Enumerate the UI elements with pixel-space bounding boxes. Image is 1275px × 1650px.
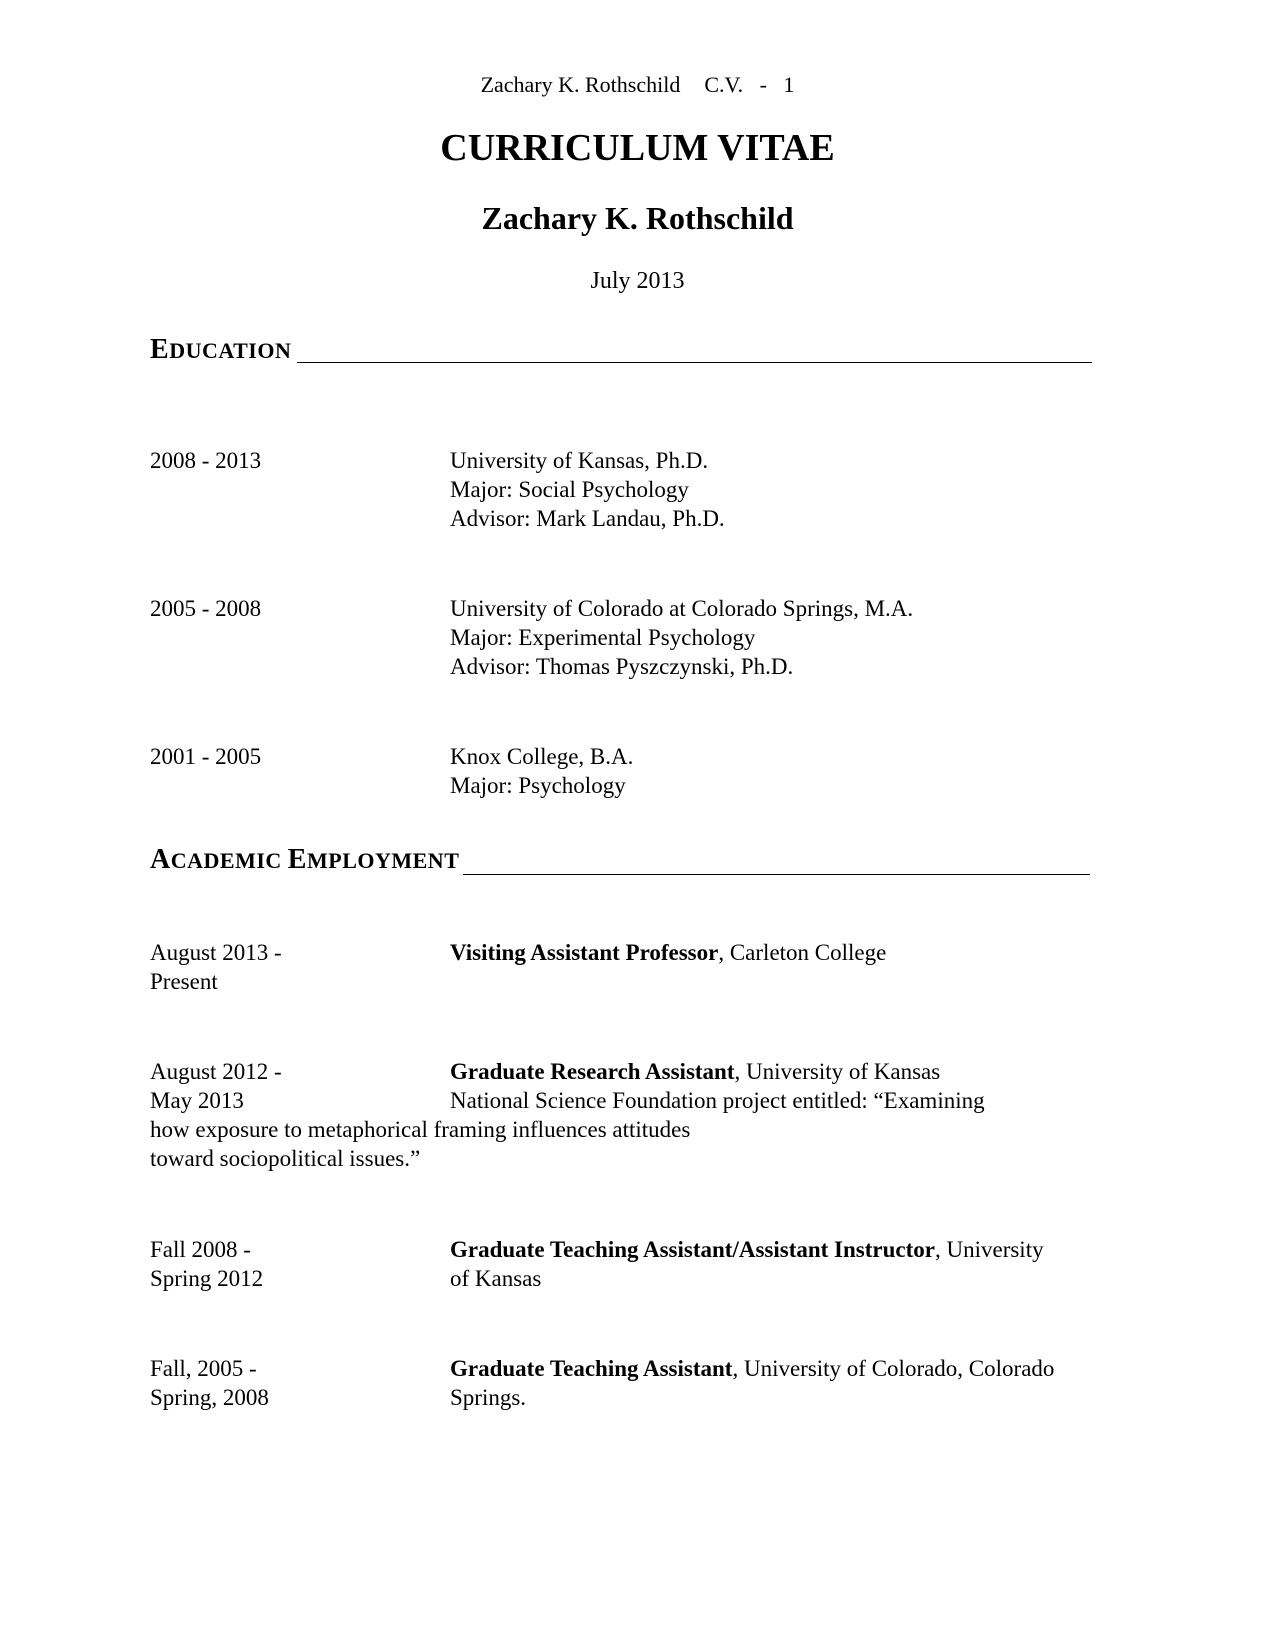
employment-entry (450, 1354, 1054, 1412)
employment-date-end: Spring, 2008 (150, 1385, 269, 1410)
education-entry (450, 742, 633, 800)
employment-entry (450, 1057, 985, 1115)
employment-date-end: Present (150, 969, 218, 994)
heading-rest: MPLOYMENT (306, 848, 460, 873)
employment-date-end: May 2013 (150, 1088, 244, 1113)
employment-place: , University (934, 1237, 1044, 1262)
employment-date-start: Fall, 2005 - (150, 1356, 257, 1381)
employment-role: Visiting Assistant Professor (450, 940, 719, 965)
employment-detail: how exposure to metaphorical framing influences attitudes (150, 1117, 691, 1142)
running-header (0, 72, 1275, 98)
employment-place: , University of Kansas (734, 1059, 941, 1084)
heading-initial: E (287, 844, 307, 875)
employment-detail: National Science Foundation project entitled: “Examining (450, 1088, 985, 1113)
education-line: Major: Psychology (450, 773, 626, 798)
employment-date-start: August 2012 - (150, 1059, 282, 1084)
employment-date-end: Spring 2012 (150, 1266, 264, 1291)
section-heading-employment (150, 844, 459, 876)
section-heading-education (150, 334, 291, 366)
employment-role: Graduate Research Assistant (450, 1059, 735, 1084)
employment-role: Graduate Teaching Assistant/Assistant Instructor (450, 1237, 935, 1262)
education-entry (450, 594, 913, 681)
document-date: July 2013 (590, 268, 685, 294)
heading-rest: CADEMIC (170, 848, 282, 873)
employment-detail: toward sociopolitical issues.” (150, 1146, 421, 1171)
education-years: 2008 - 2013 (150, 448, 262, 473)
heading-initial: E (150, 334, 170, 365)
education-entry (450, 446, 725, 533)
header-separator: - (759, 72, 767, 97)
education-line: University of Kansas, Ph.D. (450, 448, 709, 473)
employment-dates (150, 1057, 282, 1115)
employment-role: Graduate Teaching Assistant (450, 1356, 733, 1381)
heading-initial: A (150, 844, 171, 875)
section-rule-employment (463, 874, 1090, 875)
employment-dates (150, 1354, 269, 1412)
document-title: CURRICULUM VITAE (440, 127, 835, 169)
education-line: Major: Experimental Psychology (450, 625, 756, 650)
education-years: 2005 - 2008 (150, 596, 262, 621)
section-rule-education (297, 362, 1092, 363)
employment-place: , Carleton College (718, 940, 887, 965)
employment-entry (450, 1235, 1044, 1293)
page-number: 1 (783, 72, 795, 97)
employment-detail-continued (150, 1115, 690, 1173)
heading-rest: DUCATION (169, 338, 292, 363)
education-line: University of Colorado at Colorado Springs, M.A. (450, 596, 914, 621)
employment-date-start: August 2013 - (150, 940, 282, 965)
education-line: Advisor: Mark Landau, Ph.D. (450, 506, 725, 531)
employment-dates (150, 1235, 263, 1293)
employment-place-continued: Springs. (450, 1385, 527, 1410)
education-line: Advisor: Thomas Pyszczynski, Ph.D. (450, 654, 794, 679)
header-name: Zachary K. Rothschild (480, 72, 681, 97)
employment-date-start: Fall 2008 - (150, 1237, 251, 1262)
employment-entry (450, 938, 886, 967)
education-years: 2001 - 2005 (150, 744, 262, 769)
header-label: C.V. (704, 72, 744, 97)
employment-place: , University of Colorado, Colorado (732, 1356, 1055, 1381)
education-line: Major: Social Psychology (450, 477, 689, 502)
education-line: Knox College, B.A. (450, 744, 634, 769)
author-name: Zachary K. Rothschild (481, 200, 794, 236)
employment-place-continued: of Kansas (450, 1266, 542, 1291)
employment-dates (150, 938, 282, 996)
